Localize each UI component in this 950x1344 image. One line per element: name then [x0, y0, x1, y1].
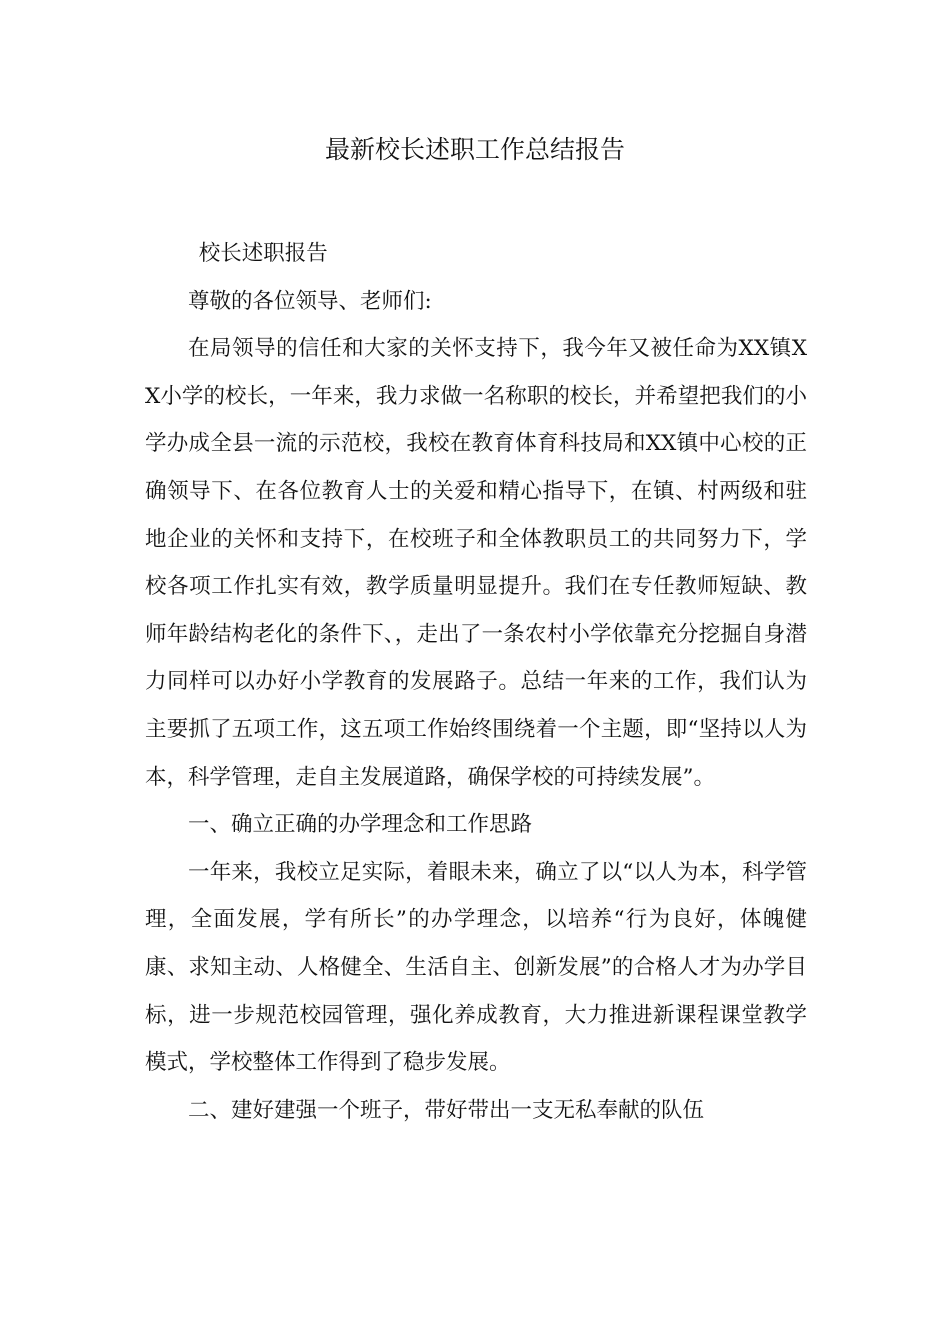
greeting-line: 尊敬的各位领导、老师们:: [188, 288, 432, 314]
document-body: [145, 230, 807, 1134]
document-subtitle: 校长述职报告: [198, 241, 328, 266]
section-heading-2: 二、建好建强一个班子，带好带出一支无私奉献的队伍: [188, 1097, 705, 1123]
section-heading-1: 一、确立正确的办学理念和工作思路: [188, 812, 533, 838]
paragraph-section-1: 一年来，我校立足实际，着眼未来，确立了以“以人为本，科学管理，全面发展，学有所长”的办学理念，以培养“行为良好，体魄健康、求知主动、人格健全、生活自主、创新发展”的合格人才为办学目标，进一步规范校园管理，强化养成教育，大力推进新课程课堂教学模式，学校整体工作得到了稳步发展。: [145, 859, 807, 1076]
document-title: 最新校长述职工作总结报告: [324, 135, 625, 164]
paragraph-intro: 在局领导的信任和大家的关怀支持下，我今年又被任命为XX镇XX小学的校长，一年来，我力求做一名称职的校长，并希望把我们的小学办成全县一流的示范校，我校在教育体育科技局和XX镇中心校的正确领导下、在各位教育人士的关爱和精心指导下，在镇、村两级和驻地企业的关怀和支持下，在校班子和全体教职员工的共同努力下，学校各项工作扎实有效，教学质量明显提升。我们在专任教师短缺、教师年龄结构老化的条件下、，走出了一条农村小学依靠充分挖掘自身潜力同样可以办好小学教育的发展路子。总结一年来的工作，我们认为主要抓了五项工作，这五项工作始终围绕着一个主题，即“坚持以人为本，科学管理，走自主发展道路，确保学校的可持续发展”。: [145, 336, 807, 790]
